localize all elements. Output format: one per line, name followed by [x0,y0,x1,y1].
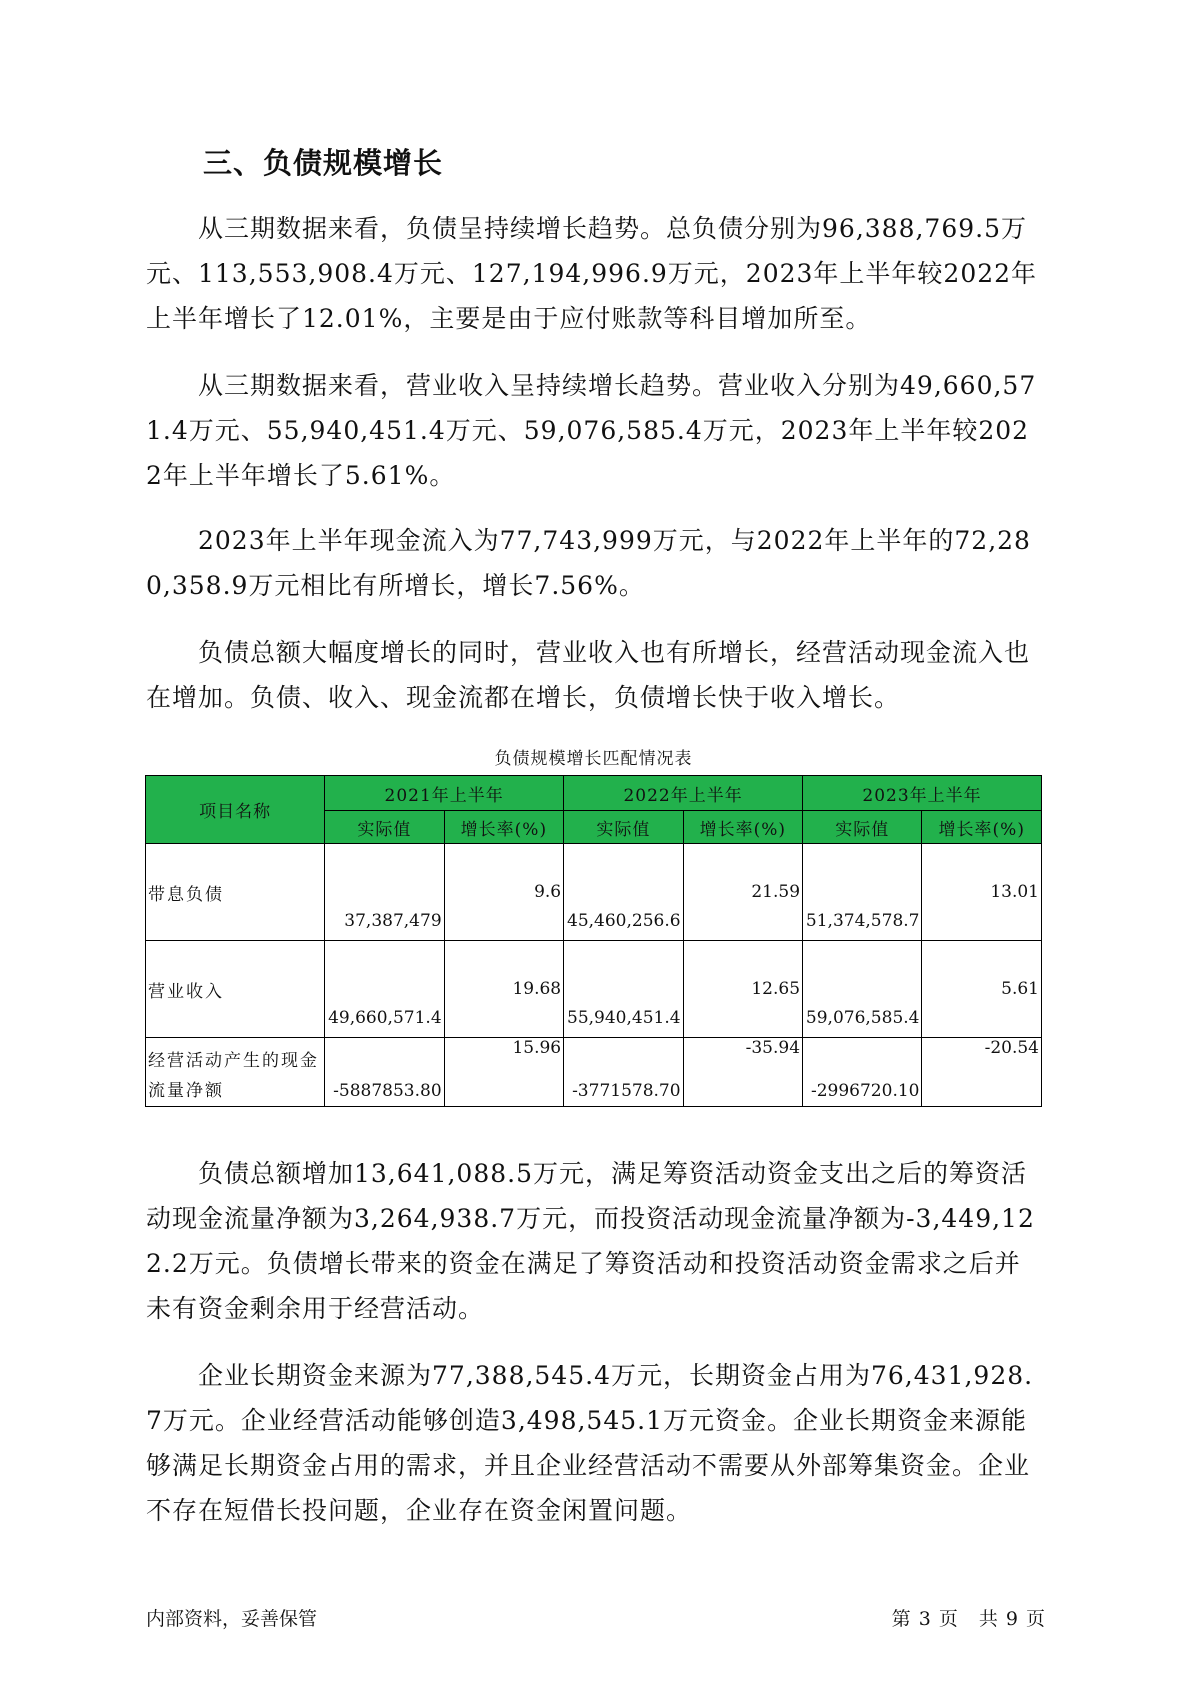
table-row [146,1038,1042,1107]
cell-rate: 15.96 [444,1038,563,1107]
header-period-2021: 2021年上半年 [325,776,564,811]
header-item-name: 项目名称 [146,776,325,844]
header-period-2022: 2022年上半年 [564,776,803,811]
row-label: 营业收入 [146,941,325,1038]
table-row [146,941,1042,1038]
cell-rate: -35.94 [683,1038,802,1107]
subheader-actual: 实际值 [564,811,683,844]
table-row [146,844,1042,941]
cell-rate: 13.01 [922,844,1042,941]
header-period-2023: 2023年上半年 [803,776,1042,811]
subheader-rate: 增长率(%) [683,811,802,844]
paragraph-cash-inflow: 2023年上半年现金流入为77,743,999万元，与2022年上半年的72,280,358.9万元相比有所增长，增长7.56%。 [146,526,1031,600]
cell-rate: 5.61 [922,941,1042,1038]
paragraph-total-liabilities: 从三期数据来看，负债呈持续增长趋势。总负债分别为96,388,769.5万元、113,553,908.4万元、127,194,996.9万元，2023年上半年较2022年上半年增长了12.01%，主要是由于应付账款等科目增加所至。 [146,214,1038,333]
cell-actual: -5887853.80 [325,1038,444,1107]
paragraph-financing: 负债总额增加13,641,088.5万元，满足筹资活动资金支出之后的筹资活动现金流量净额为3,264,938.7万元，而投资活动现金流量净额为-3,449,122.2万元。负债增长带来的资金在满足了筹资活动和投资活动资金需求之后并未有资金剩余用于经营活动。 [146,1159,1035,1323]
row-label: 经营活动产生的现金流量净额 [146,1038,325,1107]
footer-page-number: 第 3 页 共 9 页 [891,1608,1046,1630]
cell-actual: 59,076,585.4 [803,941,922,1038]
paragraph-summary: 负债总额大幅度增长的同时，营业收入也有所增长，经营活动现金流入也在增加。负债、收入、现金流都在增长，负债增长快于收入增长。 [146,638,1031,712]
subheader-rate: 增长率(%) [444,811,563,844]
cell-rate: 19.68 [444,941,563,1038]
cell-rate: -20.54 [922,1038,1042,1107]
table-caption: 负债规模增长匹配情况表 [494,749,693,769]
cell-rate: 9.6 [444,844,563,941]
cell-rate: 12.65 [683,941,802,1038]
paragraph-long-term-funds: 企业长期资金来源为77,388,545.4万元，长期资金占用为76,431,928.7万元。企业经营活动能够创造3,498,545.1万元资金。企业长期资金来源能够满足长期资金占用的需求，并且企业经营活动不需要从外部筹集资金。企业不存在短借长投问题，企业存在资金闲置问题。 [146,1361,1034,1525]
cell-actual: 37,387,479 [325,844,444,941]
subheader-actual: 实际值 [803,811,922,844]
subheader-rate: 增长率(%) [922,811,1042,844]
cell-actual: -3771578.70 [564,1038,683,1107]
cell-rate: 21.59 [683,844,802,941]
cell-actual: 45,460,256.6 [564,844,683,941]
row-label: 带息负债 [146,844,325,941]
cell-actual: 51,374,578.7 [803,844,922,941]
cell-actual: 55,940,451.4 [564,941,683,1038]
cell-actual: 49,660,571.4 [325,941,444,1038]
table-header-row [146,776,1042,811]
cell-actual: -2996720.10 [803,1038,922,1107]
subheader-actual: 实际值 [325,811,444,844]
footer-confidential: 内部资料，妥善保管 [146,1608,318,1630]
section-heading: 三、负债规模增长 [203,146,444,180]
debt-growth-table [145,775,1042,1107]
paragraph-revenue: 从三期数据来看，营业收入呈持续增长趋势。营业收入分别为49,660,571.4万元、55,940,451.4万元、59,076,585.4万元，2023年上半年较2022年上半年增长了5.61%。 [146,371,1037,490]
